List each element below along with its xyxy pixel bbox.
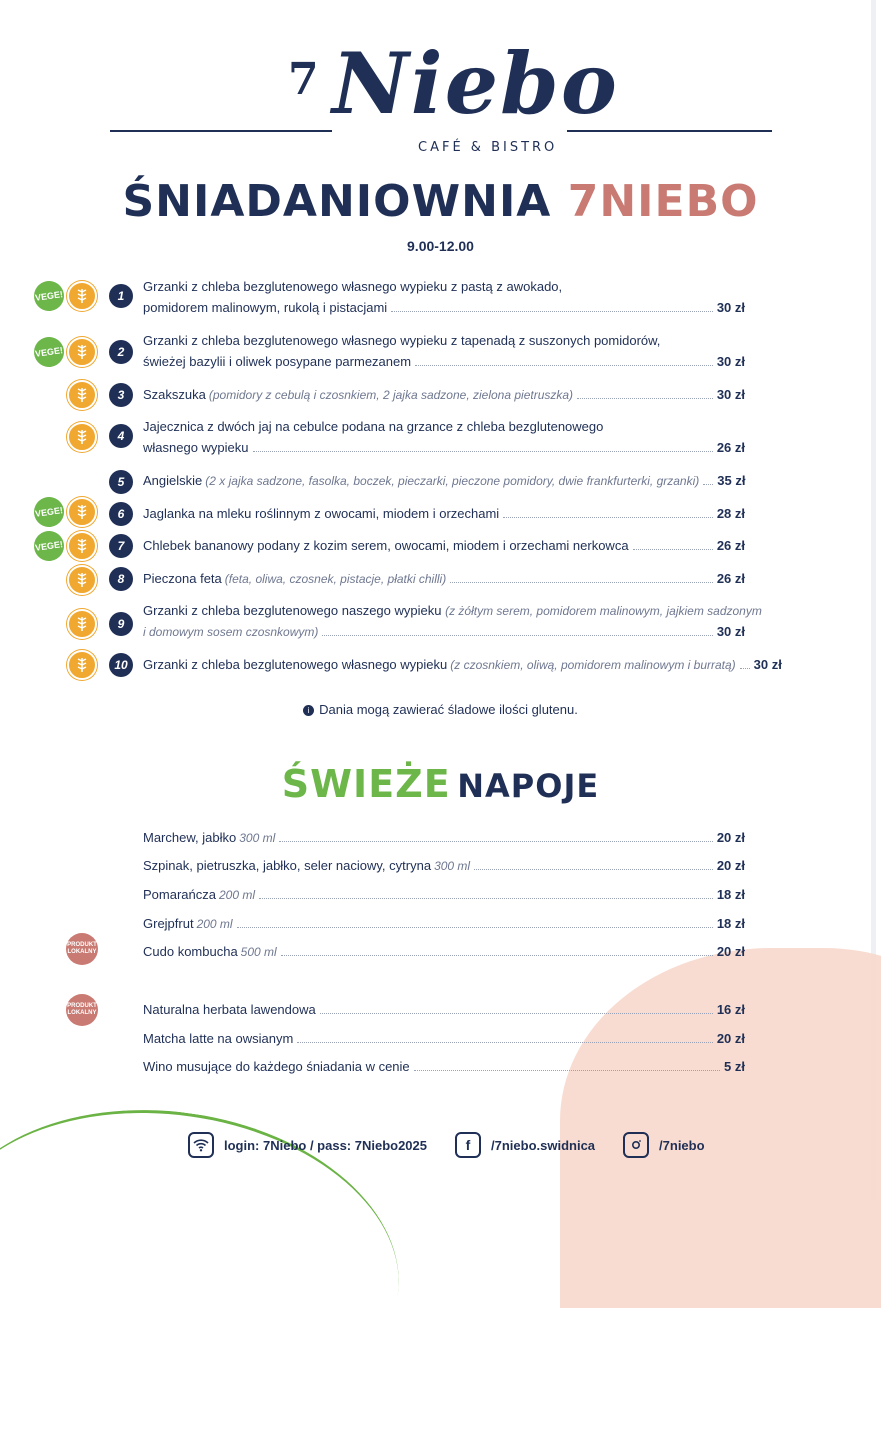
logo bbox=[110, 34, 772, 170]
item-text: Grzanki z chleba bezglutenowego własnego wypieku z pastą z awokado, bbox=[143, 279, 563, 294]
local-product-icon: PRODUKT LOKALNY bbox=[66, 994, 98, 1026]
drink-name: Szpinak, pietruszka, jabłko, seler naciowy, cytryna bbox=[143, 858, 432, 873]
leader-dots bbox=[320, 1013, 713, 1014]
gluten-free-icon bbox=[67, 422, 97, 452]
menu-item bbox=[143, 535, 745, 557]
item-text: pomidorem malinowym, rukolą i pistacjami bbox=[143, 300, 388, 315]
leader-dots bbox=[633, 549, 713, 550]
breakfast-title bbox=[0, 176, 881, 227]
item-number: 10 bbox=[109, 653, 133, 677]
item-number: 8 bbox=[109, 567, 133, 591]
drink-item bbox=[143, 884, 745, 906]
item-name: Chlebek bananowy podany z kozim serem, owocami, miodem i orzechami nerkowca bbox=[143, 538, 629, 553]
drink-item bbox=[143, 1056, 745, 1078]
leader-dots bbox=[281, 955, 713, 956]
leader-dots bbox=[279, 841, 713, 842]
drink-price: 16 zł bbox=[716, 1002, 745, 1017]
item-text: Jajecznica z dwóch jaj na cebulce podana na grzance z chleba bezglutenowego bbox=[143, 419, 604, 434]
drink-price: 20 zł bbox=[716, 944, 745, 959]
drink-size: 200 ml bbox=[196, 917, 233, 931]
gluten-free-icon bbox=[67, 281, 97, 311]
vege-icon: VEGE! bbox=[32, 529, 66, 563]
leader-dots bbox=[503, 517, 713, 518]
menu-item bbox=[143, 503, 745, 525]
logo-rule-left bbox=[110, 130, 332, 132]
item-description: (2 x jajka sadzone, fasolka, boczek, pieczarki, pieczone pomidory, dwie frankfurterki, grzanki) bbox=[205, 474, 700, 488]
item-price: 35 zł bbox=[717, 473, 746, 488]
item-text: Grzanki z chleba bezglutenowego własnego wypieku z tapenadą z suszonych pomidorów, bbox=[143, 333, 661, 348]
leader-dots bbox=[703, 484, 713, 485]
drink-price: 5 zł bbox=[724, 1059, 745, 1074]
item-number: 5 bbox=[109, 470, 133, 494]
drink-item bbox=[143, 941, 745, 963]
drink-item bbox=[143, 913, 745, 935]
item-name: Grzanki z chleba bezglutenowego własnego wypieku bbox=[143, 657, 448, 672]
vege-icon: VEGE! bbox=[32, 335, 66, 369]
drink-name: Cudo kombucha bbox=[143, 944, 238, 959]
drink-price: 18 zł bbox=[716, 887, 745, 902]
item-price: 30 zł bbox=[753, 657, 782, 672]
item-text: własnego wypieku bbox=[143, 440, 249, 455]
item-price: 28 zł bbox=[716, 506, 745, 521]
item-name: Jaglanka na mleku roślinnym z owocami, miodem i orzechami bbox=[143, 506, 500, 521]
item-number: 1 bbox=[109, 284, 133, 308]
gluten-free-icon bbox=[67, 531, 97, 561]
opening-hours: 9.00-12.00 bbox=[407, 238, 474, 254]
gluten-free-icon bbox=[67, 380, 97, 410]
leader-dots bbox=[740, 668, 750, 669]
leader-dots bbox=[391, 311, 713, 312]
item-description: (feta, oliwa, czosnek, pistacje, płatki chilli) bbox=[224, 572, 447, 586]
drink-name: Marchew, jabłko bbox=[143, 830, 237, 845]
item-price: 30 zł bbox=[716, 300, 745, 315]
leader-dots bbox=[450, 582, 713, 583]
drink-size: 500 ml bbox=[240, 945, 277, 959]
item-description: (z czosnkiem, oliwą, pomidorem malinowym i burratą) bbox=[450, 658, 736, 672]
leader-dots bbox=[237, 927, 713, 928]
drink-item bbox=[143, 999, 745, 1021]
item-price: 26 zł bbox=[716, 538, 745, 553]
item-number: 6 bbox=[109, 502, 133, 526]
logo-text: Niebo bbox=[332, 34, 619, 133]
gluten-free-icon bbox=[67, 609, 97, 639]
leader-dots bbox=[414, 1070, 720, 1071]
drink-price: 18 zł bbox=[716, 916, 745, 931]
gluten-note bbox=[0, 702, 881, 717]
item-price: 26 zł bbox=[716, 440, 745, 455]
wifi-credentials: login: 7Niebo / pass: 7Niebo2025 bbox=[224, 1137, 427, 1153]
drink-item bbox=[143, 1028, 745, 1050]
menu-item bbox=[143, 601, 762, 643]
menu-item bbox=[143, 331, 745, 373]
drink-price: 20 zł bbox=[716, 830, 745, 845]
leader-dots bbox=[259, 898, 713, 899]
gluten-note-text: Dania mogą zawierać śladowe ilości glutenu. bbox=[319, 702, 578, 717]
drink-name: Matcha latte na owsianym bbox=[143, 1031, 294, 1046]
item-price: 26 zł bbox=[716, 571, 745, 586]
leader-dots bbox=[415, 365, 713, 366]
facebook-handle[interactable]: /7niebo.swidnica bbox=[491, 1137, 596, 1153]
menu-item bbox=[143, 384, 745, 406]
breakfast-title-brand: 7NIEBO bbox=[567, 176, 759, 227]
gluten-free-icon bbox=[67, 337, 97, 367]
drinks-title bbox=[0, 762, 881, 806]
item-price: 30 zł bbox=[716, 387, 745, 402]
item-number: 9 bbox=[109, 612, 133, 636]
logo-number: 7 bbox=[288, 54, 319, 105]
item-number: 3 bbox=[109, 383, 133, 407]
drink-name: Grejpfrut bbox=[143, 916, 194, 931]
item-name: Grzanki z chleba bezglutenowego naszego wypieku bbox=[143, 603, 442, 618]
drink-size: 300 ml bbox=[239, 831, 276, 845]
info-icon: i bbox=[303, 705, 314, 716]
item-name: Szakszuka bbox=[143, 387, 206, 402]
breakfast-title-main: ŚNIADANIOWNIA bbox=[122, 176, 552, 227]
footer bbox=[188, 1130, 705, 1160]
drink-name: Naturalna herbata lawendowa bbox=[143, 1002, 316, 1017]
drinks-title-fresh: ŚWIEŻE bbox=[281, 762, 451, 806]
logo-subtitle: CAFÉ & BISTRO bbox=[418, 140, 558, 155]
leader-dots bbox=[474, 869, 713, 870]
drink-name: Pomarańcza bbox=[143, 887, 216, 902]
menu-item bbox=[143, 568, 745, 590]
item-price: 30 zł bbox=[716, 354, 745, 369]
leader-dots bbox=[297, 1042, 713, 1043]
vege-icon: VEGE! bbox=[32, 279, 66, 313]
menu-item bbox=[143, 277, 745, 319]
leader-dots bbox=[577, 398, 713, 399]
wifi-icon bbox=[188, 1132, 214, 1158]
item-name: Angielskie bbox=[143, 473, 203, 488]
drinks-title-main: NAPOJE bbox=[457, 767, 600, 805]
drink-size: 200 ml bbox=[218, 888, 256, 902]
leader-dots bbox=[322, 635, 712, 636]
item-name: Pieczona feta bbox=[143, 571, 222, 586]
vege-icon: VEGE! bbox=[32, 495, 66, 529]
item-number: 7 bbox=[109, 534, 133, 558]
gluten-free-icon bbox=[67, 497, 97, 527]
drink-item bbox=[143, 827, 745, 849]
menu-item bbox=[143, 470, 745, 492]
item-price: 30 zł bbox=[716, 624, 745, 639]
leader-dots bbox=[253, 451, 713, 452]
drink-name: Wino musujące do każdego śniadania w cenie bbox=[143, 1059, 410, 1074]
item-description: (pomidory z cebulą i czosnkiem, 2 jajka sadzone, zielona pietruszka) bbox=[208, 388, 574, 402]
gluten-free-icon bbox=[67, 565, 97, 595]
instagram-handle[interactable]: /7niebo bbox=[659, 1137, 705, 1153]
item-description: (z żółtym serem, pomidorem malinowym, jajkiem sadzonym bbox=[445, 604, 762, 618]
item-text: świeżej bazylii i oliwek posypane parmezanem bbox=[143, 354, 412, 369]
drink-item bbox=[143, 855, 745, 877]
item-description: i domowym sosem czosnkowym) bbox=[143, 625, 319, 639]
drink-price: 20 zł bbox=[716, 1031, 745, 1046]
gluten-free-icon bbox=[67, 650, 97, 680]
facebook-icon[interactable]: f bbox=[455, 1132, 481, 1158]
drink-price: 20 zł bbox=[716, 858, 745, 873]
menu-item bbox=[143, 654, 782, 676]
local-product-icon: PRODUKT LOKALNY bbox=[66, 933, 98, 965]
item-number: 2 bbox=[109, 340, 133, 364]
item-number: 4 bbox=[109, 424, 133, 448]
instagram-icon[interactable] bbox=[623, 1132, 649, 1158]
menu-item bbox=[143, 417, 745, 459]
drink-size: 300 ml bbox=[434, 859, 471, 873]
